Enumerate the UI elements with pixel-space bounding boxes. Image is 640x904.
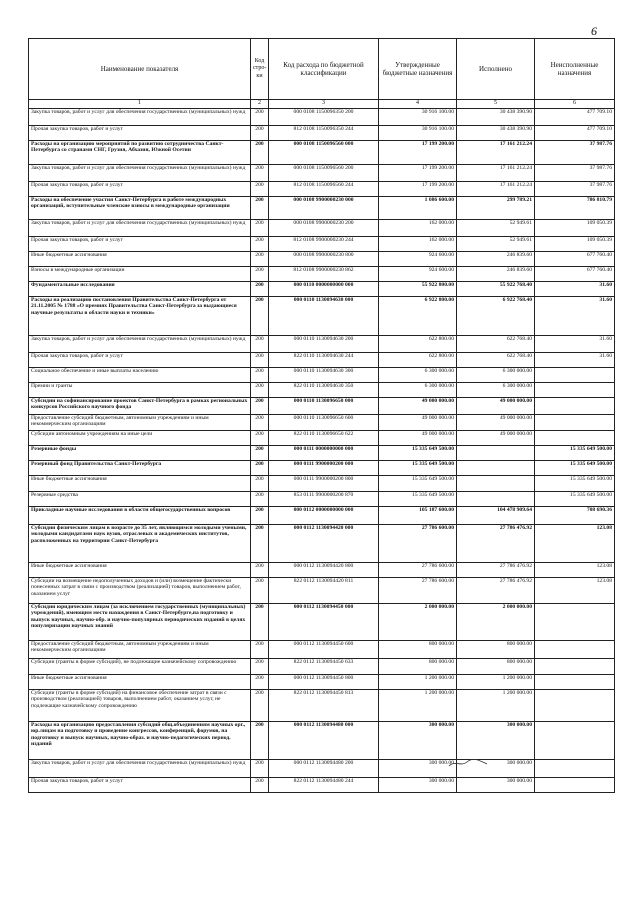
cell-line: 200 (251, 778, 269, 793)
cell-approved: 55 922 800.00 (379, 282, 457, 297)
cell-unexecuted: 37 987.76 (535, 141, 615, 165)
cell-unexecuted: 15 335 649 500.00 (535, 446, 615, 461)
cell-code: 000 0110 1130096650 600 (269, 415, 379, 431)
cell-name: Иные бюджетные ассигнования (29, 252, 251, 267)
cell-line: 200 (251, 336, 269, 353)
table-row (29, 415, 615, 431)
cell-line: 200 (251, 126, 269, 141)
cell-code: 000 0112 1130094480 200 (269, 760, 379, 778)
cell-line: 200 (251, 165, 269, 182)
cell-approved: 30 916 100.00 (379, 126, 457, 141)
table-row (29, 578, 615, 604)
cell-executed: 246 839.60 (457, 252, 535, 267)
cell-executed (457, 461, 535, 476)
cell-code: 000 0110 1130096650 000 (269, 398, 379, 415)
cell-executed: 49 000 000.00 (457, 398, 535, 415)
cell-line: 200 (251, 353, 269, 368)
cell-executed: 622 768.40 (457, 353, 535, 368)
cell-code: 000 0108 9900000230 200 (269, 220, 379, 237)
cell-line: 200 (251, 398, 269, 415)
cell-line: 200 (251, 641, 269, 659)
column-number: 2 (251, 100, 269, 109)
cell-unexecuted: 31.60 (535, 336, 615, 353)
table-row (29, 383, 615, 398)
cell-executed: 30 438 390.90 (457, 109, 535, 126)
cell-line: 200 (251, 722, 269, 760)
cell-unexecuted: 15 335 649 500.00 (535, 461, 615, 476)
cell-line: 200 (251, 415, 269, 431)
cell-executed: 6 300 000.00 (457, 383, 535, 398)
cell-executed: 800 000.00 (457, 659, 535, 675)
cell-approved: 162 000.00 (379, 220, 457, 237)
cell-name: Премии и гранты (29, 383, 251, 398)
cell-approved: 924 600.00 (379, 252, 457, 267)
cell-name: Прикладные научные исследования в области общегосударственных вопросов (29, 507, 251, 525)
cell-name: Резервные средства (29, 492, 251, 507)
table-row (29, 197, 615, 220)
cell-executed: 1 200 000.00 (457, 690, 535, 722)
cell-approved: 27 786 600.00 (379, 525, 457, 563)
cell-line: 200 (251, 604, 269, 641)
cell-line: 200 (251, 578, 269, 604)
cell-executed: 49 000 000.00 (457, 415, 535, 431)
cell-line: 200 (251, 252, 269, 267)
cell-unexecuted (535, 641, 615, 659)
cell-unexecuted: 123.08 (535, 525, 615, 563)
table-row (29, 220, 615, 237)
cell-unexecuted: 37 987.76 (535, 165, 615, 182)
header-approved: Утвержденные бюджетные назначения (379, 39, 457, 100)
cell-unexecuted (535, 659, 615, 675)
cell-code: 000 0108 9900000230 800 (269, 252, 379, 267)
cell-line: 200 (251, 282, 269, 297)
cell-executed: 104 478 909.64 (457, 507, 535, 525)
cell-unexecuted: 31.60 (535, 353, 615, 368)
cell-line: 200 (251, 461, 269, 476)
cell-unexecuted: 477 709.10 (535, 109, 615, 126)
cell-approved: 15 335 649 500.00 (379, 446, 457, 461)
cell-name: Субсидии на софинансирование проектов Санкт-Петербурга в рамках региональных конкурсов Российского научного фонда (29, 398, 251, 415)
cell-code: 000 0112 1130094450 000 (269, 604, 379, 641)
cell-unexecuted: 15 335 649 500.00 (535, 476, 615, 492)
table-row (29, 722, 615, 760)
header-row (29, 39, 615, 100)
cell-unexecuted (535, 675, 615, 690)
cell-executed (457, 492, 535, 507)
cell-line: 200 (251, 182, 269, 197)
cell-line: 200 (251, 675, 269, 690)
cell-line: 200 (251, 690, 269, 722)
cell-name: Иные бюджетные ассигнования (29, 675, 251, 690)
cell-approved: 15 335 649 500.00 (379, 461, 457, 476)
cell-name: Субсидии (гранты в форме субсидий) на финансовое обеспечение затрат в связи с производством (реализацией) товаров, выполнением работ, оказанием услуг, не подлежащие казначейскому сопровождению (29, 690, 251, 722)
table-row (29, 141, 615, 165)
cell-approved: 17 199 200.00 (379, 182, 457, 197)
cell-approved: 6 922 800.00 (379, 297, 457, 336)
cell-name: Иные бюджетные ассигнования (29, 476, 251, 492)
column-number: 6 (535, 100, 615, 109)
table-row (29, 659, 615, 675)
cell-approved: 1 086 600.00 (379, 197, 457, 220)
cell-name: Прочая закупка товаров, работ и услуг (29, 237, 251, 252)
cell-executed: 6 300 000.00 (457, 368, 535, 383)
table-row (29, 604, 615, 641)
cell-executed: 30 438 390.90 (457, 126, 535, 141)
cell-unexecuted: 123.08 (535, 578, 615, 604)
cell-unexecuted (535, 415, 615, 431)
cell-executed (457, 446, 535, 461)
cell-approved: 300 000.00 (379, 778, 457, 793)
cell-name: Прочая закупка товаров, работ и услуг (29, 353, 251, 368)
cell-name: Расходы на обеспечение участия Санкт-Петербурга в работе международных организаций, вступительные членские взносы в международные организации (29, 197, 251, 220)
cell-executed: 6 922 768.40 (457, 297, 535, 336)
cell-unexecuted (535, 368, 615, 383)
cell-line: 200 (251, 297, 269, 336)
column-number: 3 (269, 100, 379, 109)
cell-executed: 1 200 000.00 (457, 675, 535, 690)
cell-line: 200 (251, 476, 269, 492)
cell-unexecuted: 15 335 649 500.00 (535, 492, 615, 507)
cell-executed: 300 000.00 (457, 722, 535, 760)
cell-code: 000 0110 1130094630 300 (269, 368, 379, 383)
cell-approved: 2 000 000.00 (379, 604, 457, 641)
cell-unexecuted (535, 398, 615, 415)
cell-executed: 300 000.00 (457, 760, 535, 778)
cell-code: 822 0110 1130096650 622 (269, 431, 379, 446)
column-number-row (29, 100, 615, 109)
cell-approved: 15 335 649 500.00 (379, 492, 457, 507)
cell-executed: 300 000.00 (457, 778, 535, 793)
cell-name: Предоставление субсидий бюджетным, автономным учреждениям и иным некоммерческим организациям (29, 641, 251, 659)
cell-line: 200 (251, 197, 269, 220)
cell-executed: 27 786 476.92 (457, 563, 535, 578)
cell-code: 000 0108 1150096350 200 (269, 109, 379, 126)
table-row (29, 252, 615, 267)
cell-approved: 27 786 600.00 (379, 578, 457, 604)
cell-unexecuted (535, 778, 615, 793)
cell-line: 200 (251, 267, 269, 282)
cell-unexecuted: 123.08 (535, 563, 615, 578)
cell-executed: 17 161 212.24 (457, 165, 535, 182)
cell-executed: 622 768.40 (457, 336, 535, 353)
table-row (29, 297, 615, 336)
cell-name: Закупка товаров, работ и услуг для обеспечения государственных (муниципальных) нужд (29, 336, 251, 353)
cell-executed: 27 786 476.92 (457, 578, 535, 604)
cell-unexecuted (535, 690, 615, 722)
table-row (29, 182, 615, 197)
cell-approved: 49 000 000.00 (379, 415, 457, 431)
cell-line: 200 (251, 659, 269, 675)
cell-approved: 6 300 000.00 (379, 383, 457, 398)
cell-approved: 17 199 200.00 (379, 141, 457, 165)
cell-code: 000 0110 0000000000 000 (269, 282, 379, 297)
column-number: 4 (379, 100, 457, 109)
cell-executed: 2 000 000.00 (457, 604, 535, 641)
cell-name: Взносы в международные организации (29, 267, 251, 282)
cell-code: 822 0112 1130094450 813 (269, 690, 379, 722)
cell-approved: 6 300 000.00 (379, 368, 457, 383)
cell-approved: 622 800.00 (379, 353, 457, 368)
cell-code: 000 0111 9900000200 800 (269, 476, 379, 492)
cell-code: 000 0110 1130094630 000 (269, 297, 379, 336)
cell-code: 000 0112 1130094420 000 (269, 525, 379, 563)
cell-executed: 299 789.21 (457, 197, 535, 220)
cell-code: 000 0112 1130094450 800 (269, 675, 379, 690)
cell-approved: 300 000.00 (379, 760, 457, 778)
cell-name: Социальное обеспечение и иные выплаты населению (29, 368, 251, 383)
table-row (29, 778, 615, 793)
cell-unexecuted (535, 383, 615, 398)
cell-line: 200 (251, 563, 269, 578)
table-row (29, 336, 615, 353)
table-row (29, 461, 615, 476)
cell-approved: 27 786 600.00 (379, 563, 457, 578)
cell-line: 200 (251, 446, 269, 461)
cell-approved: 924 600.00 (379, 267, 457, 282)
cell-code: 000 0111 0000000000 000 (269, 446, 379, 461)
cell-name: Прочая закупка товаров, работ и услуг (29, 778, 251, 793)
cell-approved: 17 199 200.00 (379, 165, 457, 182)
header-indicator-name: Наименование показателя (29, 39, 251, 100)
cell-executed (457, 476, 535, 492)
cell-name: Субсидии юридическим лицам (за исключением государственных (муниципальных) учреждений), имеющим место нахождения в Санкт-Петербурге,на подготовку и выпуск научных, научно-обр. и научно-популярных периодических изданий в целях популяризации научных знаний (29, 604, 251, 641)
cell-code: 822 0112 1130094480 244 (269, 778, 379, 793)
cell-code: 822 0112 1130094420 811 (269, 578, 379, 604)
table-row (29, 563, 615, 578)
cell-line: 200 (251, 525, 269, 563)
header-executed: Исполнено (457, 39, 535, 100)
cell-executed: 27 786 476.92 (457, 525, 535, 563)
cell-unexecuted (535, 760, 615, 778)
cell-name: Прочая закупка товаров, работ и услуг (29, 126, 251, 141)
cell-executed: 49 000 000.00 (457, 431, 535, 446)
cell-name: Иные бюджетные ассигнования (29, 563, 251, 578)
table-row (29, 368, 615, 383)
column-number: 5 (457, 100, 535, 109)
table-row (29, 398, 615, 415)
cell-executed: 52 949.61 (457, 220, 535, 237)
cell-executed: 55 922 768.40 (457, 282, 535, 297)
cell-name: Субсидии физическим лицам в возрасте до 35 лет, являющимся молодыми учеными, молодыми кандидатами наук вузов, отраслевых и академических институтов, расположенных на территории Санкт-Петербурга (29, 525, 251, 563)
table-row (29, 353, 615, 368)
cell-code: 812 0108 9900000230 244 (269, 237, 379, 252)
header-unexecuted: Неисполненные назначения (535, 39, 615, 100)
cell-code: 000 0112 1130094480 000 (269, 722, 379, 760)
cell-line: 200 (251, 109, 269, 126)
table-row (29, 165, 615, 182)
table-row (29, 675, 615, 690)
cell-line: 200 (251, 507, 269, 525)
cell-line: 200 (251, 220, 269, 237)
cell-approved: 1 200 000.00 (379, 690, 457, 722)
cell-unexecuted: 109 050.39 (535, 220, 615, 237)
cell-name: Закупка товаров, работ и услуг для обеспечения государственных (муниципальных) нужд (29, 760, 251, 778)
cell-approved: 300 000.00 (379, 722, 457, 760)
cell-name: Фундаментальные исследования (29, 282, 251, 297)
cell-executed: 17 161 212.24 (457, 141, 535, 165)
cell-code: 822 0110 1130094630 244 (269, 353, 379, 368)
cell-executed: 246 839.60 (457, 267, 535, 282)
cell-line: 200 (251, 368, 269, 383)
cell-unexecuted: 31.60 (535, 297, 615, 336)
cell-unexecuted: 786 810.79 (535, 197, 615, 220)
table-row (29, 109, 615, 126)
cell-code: 812 0108 1150096560 244 (269, 182, 379, 197)
table-row (29, 282, 615, 297)
cell-unexecuted (535, 722, 615, 760)
cell-code: 000 0111 9900000200 000 (269, 461, 379, 476)
table-row (29, 267, 615, 282)
table-row (29, 492, 615, 507)
cell-name: Закупка товаров, работ и услуг для обеспечения государственных (муниципальных) нужд (29, 165, 251, 182)
cell-name: Закупка товаров, работ и услуг для обеспечения государственных (муниципальных) нужд (29, 220, 251, 237)
cell-unexecuted (535, 431, 615, 446)
cell-line: 200 (251, 237, 269, 252)
header-budget-code: Код расхода по бюджетной классификации (269, 39, 379, 100)
cell-code: 000 0108 1150096560 200 (269, 165, 379, 182)
table-row (29, 431, 615, 446)
cell-code: 000 0110 1130094630 200 (269, 336, 379, 353)
cell-code: 000 0108 9900000230 000 (269, 197, 379, 220)
cell-unexecuted: 109 050.39 (535, 237, 615, 252)
cell-name: Предоставление субсидий бюджетным, автономным учреждениям и иным некоммерческим организациям (29, 415, 251, 431)
table-row (29, 690, 615, 722)
budget-execution-table (28, 38, 615, 793)
cell-unexecuted (535, 604, 615, 641)
cell-name: Расходы на организацию мероприятий по развитию сотрудничества Санкт-Петербурга со странами СНГ, Грузия, Абхазия, Южной Осетии (29, 141, 251, 165)
cell-line: 200 (251, 760, 269, 778)
cell-name: Резервный фонд Правительства Санкт-Петербурга (29, 461, 251, 476)
cell-approved: 1 200 000.00 (379, 675, 457, 690)
table-row (29, 476, 615, 492)
table-row (29, 507, 615, 525)
cell-code: 822 0110 1130094630 350 (269, 383, 379, 398)
cell-line: 200 (251, 383, 269, 398)
cell-approved: 622 800.00 (379, 336, 457, 353)
cell-code: 853 0111 9900000200 870 (269, 492, 379, 507)
cell-name: Прочая закупка товаров, работ и услуг (29, 182, 251, 197)
cell-name: Закупка товаров, работ и услуг для обеспечения государственных (муниципальных) нужд (29, 109, 251, 126)
cell-approved: 49 000 000.00 (379, 398, 457, 415)
cell-line: 200 (251, 431, 269, 446)
cell-approved: 105 187 600.00 (379, 507, 457, 525)
initials-mark (447, 758, 489, 768)
cell-executed: 52 949.61 (457, 237, 535, 252)
cell-executed: 17 161 212.24 (457, 182, 535, 197)
cell-unexecuted: 677 760.40 (535, 252, 615, 267)
table-row (29, 237, 615, 252)
cell-unexecuted: 477 709.10 (535, 126, 615, 141)
cell-unexecuted: 708 690.36 (535, 507, 615, 525)
cell-approved: 162 000.00 (379, 237, 457, 252)
cell-approved: 30 916 100.00 (379, 109, 457, 126)
header-line-code: Код стро-ки (251, 39, 269, 100)
cell-approved: 800 000.00 (379, 641, 457, 659)
cell-name: Субсидии автономным учреждениям на иные цели (29, 431, 251, 446)
cell-code: 822 0112 1130094450 633 (269, 659, 379, 675)
cell-approved: 49 000 000.00 (379, 431, 457, 446)
cell-name: Субсидии на возмещение недополученных доходов и (или) возмещение фактически понесенных затрат в связи с производством (реализацией) товаров, выполнением работ, оказанием услуг (29, 578, 251, 604)
cell-unexecuted: 677 760.40 (535, 267, 615, 282)
table-row (29, 641, 615, 659)
table-row (29, 126, 615, 141)
cell-name: Расходы на организацию предоставления субсидий общ.объединениям научных орг., юр.лицам на подготовку и проведение конгрессов, конференций, форумов, на подготовку и выпуск научных, научно-образ. и научно-педагогических период. изданий (29, 722, 251, 760)
cell-code: 000 0108 1150096560 000 (269, 141, 379, 165)
cell-code: 000 0112 1130094420 800 (269, 563, 379, 578)
table-row (29, 446, 615, 461)
cell-unexecuted: 37 987.76 (535, 182, 615, 197)
column-number: 1 (29, 100, 251, 109)
cell-code: 000 0112 0000000000 000 (269, 507, 379, 525)
cell-name: Резервные фонды (29, 446, 251, 461)
cell-line: 200 (251, 492, 269, 507)
cell-line: 200 (251, 141, 269, 165)
table-row (29, 525, 615, 563)
cell-code: 812 0108 9900000230 862 (269, 267, 379, 282)
cell-approved: 15 335 649 500.00 (379, 476, 457, 492)
table-row (29, 760, 615, 778)
cell-approved: 800 000.00 (379, 659, 457, 675)
page-number: 6 (591, 24, 597, 38)
cell-code: 000 0112 1130094450 600 (269, 641, 379, 659)
cell-code: 812 0108 1150096350 244 (269, 126, 379, 141)
cell-name: Субсидии (гранты в форме субсидий), не подлежащие казначейскому сопровождению (29, 659, 251, 675)
cell-executed: 800 000.00 (457, 641, 535, 659)
cell-name: Расходы на реализацию постановления Правительства Санкт-Петербурга от 21.11.2005 № 1788 «О премиях Правительства Санкт-Петербурга за выдающиеся научные результаты в области науки и техники» (29, 297, 251, 336)
cell-unexecuted: 31.60 (535, 282, 615, 297)
